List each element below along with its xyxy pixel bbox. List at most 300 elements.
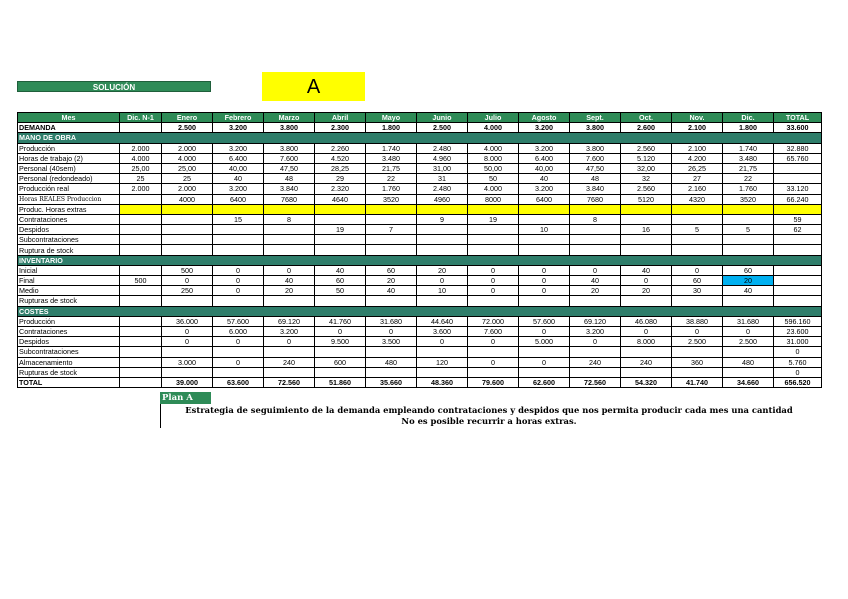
table-cell[interactable]: 50,00 [468,163,519,173]
table-cell[interactable] [621,245,672,255]
table-cell[interactable]: 20 [264,286,315,296]
table-cell[interactable]: 62 [774,225,822,235]
table-cell[interactable] [213,204,264,214]
table-cell[interactable] [621,235,672,245]
table-cell[interactable] [417,235,468,245]
table-cell[interactable]: 0 [468,357,519,367]
column-header[interactable]: Abril [315,113,366,123]
table-cell[interactable]: 120 [417,357,468,367]
table-cell[interactable] [264,347,315,357]
table-cell[interactable]: 25,00 [162,163,213,173]
table-cell[interactable]: 1.740 [723,143,774,153]
plan-letter-cell[interactable]: A [262,72,365,101]
table-cell[interactable] [315,245,366,255]
table-cell[interactable]: 32 [621,174,672,184]
table-cell[interactable] [672,204,723,214]
section-title[interactable]: MANO DE OBRA [18,133,120,143]
table-cell[interactable] [774,245,822,255]
row-label[interactable]: Rupturas de stock [18,367,120,377]
table-cell[interactable]: 4.000 [468,143,519,153]
table-cell[interactable]: 3.000 [162,357,213,367]
table-cell[interactable] [120,296,162,306]
section-cell[interactable] [162,306,213,316]
table-cell[interactable]: 1.800 [366,123,417,133]
table-cell[interactable] [264,225,315,235]
table-cell[interactable]: 38.880 [672,316,723,326]
table-cell[interactable]: 2.000 [120,184,162,194]
row-label[interactable]: Rupturas de stock [18,296,120,306]
section-cell[interactable] [570,133,621,143]
table-cell[interactable]: 6.400 [519,153,570,163]
table-cell[interactable] [672,296,723,306]
table-cell[interactable]: 54.320 [621,377,672,387]
row-label[interactable]: Producción [18,143,120,153]
table-cell[interactable]: 4.000 [120,153,162,163]
table-cell[interactable]: 3.480 [366,153,417,163]
table-cell[interactable] [672,347,723,357]
table-cell[interactable] [621,367,672,377]
table-cell[interactable] [570,245,621,255]
table-cell[interactable] [315,235,366,245]
table-cell[interactable]: 0 [162,276,213,286]
table-cell[interactable] [774,265,822,275]
table-cell[interactable]: 69.120 [570,316,621,326]
table-cell[interactable]: 31,00 [417,163,468,173]
table-cell[interactable] [213,347,264,357]
table-cell[interactable]: 0 [672,326,723,336]
column-header[interactable]: Oct. [621,113,672,123]
table-cell[interactable]: 9.500 [315,337,366,347]
table-cell[interactable]: 3.840 [570,184,621,194]
table-cell[interactable]: 5 [723,225,774,235]
table-cell[interactable]: 0 [468,337,519,347]
column-header[interactable]: Febrero [213,113,264,123]
table-cell[interactable] [213,367,264,377]
table-cell[interactable]: 20 [366,276,417,286]
table-cell[interactable]: 6400 [213,194,264,204]
table-cell[interactable] [570,367,621,377]
table-cell[interactable]: 40 [264,276,315,286]
table-cell[interactable] [120,245,162,255]
section-cell[interactable] [672,306,723,316]
table-cell[interactable] [519,245,570,255]
table-cell[interactable]: 2.100 [672,143,723,153]
table-cell[interactable]: 1.740 [366,143,417,153]
table-cell[interactable] [570,225,621,235]
section-cell[interactable] [519,306,570,316]
table-cell[interactable] [162,235,213,245]
table-cell[interactable]: 5 [672,225,723,235]
section-cell[interactable] [519,133,570,143]
table-cell[interactable] [723,235,774,245]
section-cell[interactable] [264,255,315,265]
table-cell[interactable]: 3.840 [264,184,315,194]
table-cell[interactable] [120,326,162,336]
table-cell[interactable]: 4320 [672,194,723,204]
table-cell[interactable]: 19 [315,225,366,235]
table-cell[interactable]: 47,50 [570,163,621,173]
table-cell[interactable] [723,347,774,357]
table-cell[interactable] [213,245,264,255]
table-cell[interactable]: 480 [366,357,417,367]
column-header[interactable]: Enero [162,113,213,123]
table-cell[interactable]: 2.500 [672,337,723,347]
table-cell[interactable]: 7.600 [468,326,519,336]
table-cell[interactable]: 40,00 [213,163,264,173]
table-cell[interactable]: 0 [621,276,672,286]
row-label[interactable]: Horas REALES Produccion [18,194,120,204]
table-cell[interactable] [570,235,621,245]
table-cell[interactable]: 596.160 [774,316,822,326]
table-cell[interactable]: 30 [672,286,723,296]
table-cell[interactable] [120,367,162,377]
table-cell[interactable] [315,296,366,306]
table-cell[interactable]: 15 [213,214,264,224]
table-cell[interactable] [519,367,570,377]
table-cell[interactable]: 2.300 [315,123,366,133]
table-cell[interactable] [366,235,417,245]
section-cell[interactable] [213,133,264,143]
table-cell[interactable]: 25,00 [120,163,162,173]
table-cell[interactable] [570,347,621,357]
table-cell[interactable] [468,296,519,306]
table-cell[interactable] [120,235,162,245]
table-cell[interactable]: 3.200 [264,326,315,336]
table-cell[interactable]: 5.000 [519,337,570,347]
table-cell[interactable]: 4.960 [417,153,468,163]
table-cell[interactable]: 7.600 [570,153,621,163]
table-cell[interactable] [315,347,366,357]
table-cell[interactable]: 28,25 [315,163,366,173]
table-cell[interactable]: 72.000 [468,316,519,326]
table-cell[interactable]: 3.200 [213,184,264,194]
row-label[interactable]: DEMANDA [18,123,120,133]
table-cell[interactable]: 500 [162,265,213,275]
section-cell[interactable] [264,306,315,316]
table-cell[interactable]: 2.560 [621,184,672,194]
table-cell[interactable]: 480 [723,357,774,367]
table-cell[interactable]: 4.000 [162,153,213,163]
section-cell[interactable] [417,255,468,265]
table-cell[interactable]: 57.600 [519,316,570,326]
table-cell[interactable]: 656.520 [774,377,822,387]
row-label[interactable]: Personal (redondeado) [18,174,120,184]
table-cell[interactable]: 48 [570,174,621,184]
table-cell[interactable] [468,367,519,377]
table-cell[interactable]: 0 [519,286,570,296]
table-cell[interactable] [366,296,417,306]
table-cell[interactable]: 27 [672,174,723,184]
table-cell[interactable]: 21,75 [366,163,417,173]
table-cell[interactable] [120,194,162,204]
table-cell[interactable]: 9 [417,214,468,224]
table-cell[interactable] [120,337,162,347]
table-cell[interactable]: 3.800 [264,143,315,153]
table-cell[interactable]: 19 [468,214,519,224]
table-cell[interactable]: 5.120 [621,153,672,163]
table-cell[interactable] [120,357,162,367]
table-cell[interactable]: 500 [120,276,162,286]
section-cell[interactable] [366,255,417,265]
table-cell[interactable]: 2.100 [672,123,723,133]
table-cell[interactable]: 0 [213,276,264,286]
table-cell[interactable]: 40 [621,265,672,275]
table-cell[interactable]: 6400 [519,194,570,204]
table-cell[interactable]: 10 [519,225,570,235]
table-cell[interactable]: 2.320 [315,184,366,194]
table-cell[interactable] [162,367,213,377]
table-cell[interactable] [120,265,162,275]
row-label[interactable]: Produc. Horas extras [18,204,120,214]
table-cell[interactable] [621,214,672,224]
row-label[interactable]: TOTAL [18,377,120,387]
table-cell[interactable]: 3.600 [417,326,468,336]
section-cell[interactable] [468,306,519,316]
row-label[interactable]: Almacenamiento [18,357,120,367]
table-cell[interactable]: 36.000 [162,316,213,326]
table-cell[interactable]: 44.640 [417,316,468,326]
section-cell[interactable] [366,133,417,143]
table-cell[interactable]: 3.800 [570,123,621,133]
table-cell[interactable]: 250 [162,286,213,296]
table-cell[interactable]: 4.000 [468,123,519,133]
table-cell[interactable]: 2.480 [417,184,468,194]
table-cell[interactable]: 0 [570,337,621,347]
table-cell[interactable] [162,204,213,214]
table-cell[interactable] [621,204,672,214]
table-cell[interactable] [213,225,264,235]
table-cell[interactable] [162,347,213,357]
table-cell[interactable] [774,174,822,184]
table-cell[interactable] [120,225,162,235]
table-cell[interactable] [366,367,417,377]
table-cell[interactable] [519,347,570,357]
table-cell[interactable] [213,235,264,245]
table-cell[interactable]: 59 [774,214,822,224]
row-label[interactable]: Personal (40sem) [18,163,120,173]
table-cell[interactable] [417,367,468,377]
table-cell[interactable]: 22 [723,174,774,184]
table-cell[interactable] [162,245,213,255]
table-cell[interactable]: 2.560 [621,143,672,153]
table-cell[interactable] [672,245,723,255]
section-cell[interactable] [120,255,162,265]
table-cell[interactable]: 79.600 [468,377,519,387]
section-cell[interactable] [570,306,621,316]
table-cell[interactable] [417,225,468,235]
table-cell[interactable]: 60 [315,276,366,286]
table-cell[interactable]: 0 [366,326,417,336]
table-cell[interactable]: 3.500 [366,337,417,347]
table-cell[interactable]: 26,25 [672,163,723,173]
table-cell[interactable] [120,347,162,357]
table-cell[interactable]: 60 [366,265,417,275]
table-cell[interactable] [621,347,672,357]
section-cell[interactable] [315,133,366,143]
table-cell[interactable]: 2.500 [417,123,468,133]
table-cell[interactable]: 0 [213,357,264,367]
column-header[interactable]: TOTAL [774,113,822,123]
table-cell[interactable] [120,204,162,214]
column-header[interactable]: Julio [468,113,519,123]
table-cell[interactable]: 2.500 [723,337,774,347]
table-cell[interactable]: 3.480 [723,153,774,163]
table-cell[interactable]: 34.660 [723,377,774,387]
table-cell[interactable]: 0 [417,276,468,286]
column-header[interactable]: Dic. [723,113,774,123]
table-cell[interactable]: 40 [315,265,366,275]
table-cell[interactable]: 7.600 [264,153,315,163]
table-cell[interactable]: 40 [723,286,774,296]
table-cell[interactable]: 35.660 [366,377,417,387]
table-cell[interactable]: 0 [468,265,519,275]
table-cell[interactable]: 0 [213,265,264,275]
table-cell[interactable]: 8.000 [468,153,519,163]
table-cell[interactable]: 5.760 [774,357,822,367]
section-cell[interactable] [120,133,162,143]
table-cell[interactable]: 72.560 [570,377,621,387]
table-cell[interactable]: 1.760 [723,184,774,194]
table-cell[interactable]: 72.560 [264,377,315,387]
table-cell[interactable]: 48.360 [417,377,468,387]
table-cell[interactable] [774,163,822,173]
table-cell[interactable]: 0 [468,276,519,286]
section-title[interactable]: COSTES [18,306,120,316]
table-cell[interactable]: 0 [162,326,213,336]
table-cell[interactable]: 6.000 [213,326,264,336]
table-cell[interactable]: 2.480 [417,143,468,153]
row-label[interactable]: Contrataciones [18,326,120,336]
table-cell[interactable] [162,296,213,306]
table-cell[interactable]: 240 [621,357,672,367]
table-cell[interactable]: 240 [570,357,621,367]
table-cell[interactable]: 4640 [315,194,366,204]
row-label[interactable]: Final [18,276,120,286]
table-cell[interactable] [315,204,366,214]
table-cell[interactable]: 20 [723,276,774,286]
table-cell[interactable]: 0 [621,326,672,336]
table-cell[interactable]: 29 [315,174,366,184]
table-cell[interactable]: 40,00 [519,163,570,173]
table-cell[interactable]: 4000 [162,194,213,204]
section-cell[interactable] [621,255,672,265]
table-cell[interactable] [315,214,366,224]
section-cell[interactable] [774,133,822,143]
column-header[interactable]: Junio [417,113,468,123]
table-cell[interactable] [120,123,162,133]
section-cell[interactable] [264,133,315,143]
section-cell[interactable] [774,255,822,265]
table-cell[interactable]: 40 [366,286,417,296]
table-cell[interactable]: 2.260 [315,143,366,153]
section-cell[interactable] [417,306,468,316]
table-cell[interactable]: 20 [621,286,672,296]
table-cell[interactable]: 21,75 [723,163,774,173]
row-label[interactable]: Medio [18,286,120,296]
row-label[interactable]: Subcontrataciones [18,235,120,245]
table-cell[interactable] [417,296,468,306]
table-cell[interactable]: 8 [570,214,621,224]
table-cell[interactable] [366,214,417,224]
table-cell[interactable]: 16 [621,225,672,235]
table-cell[interactable]: 0 [264,265,315,275]
section-cell[interactable] [162,133,213,143]
section-cell[interactable] [723,306,774,316]
table-cell[interactable] [417,347,468,357]
row-label[interactable]: Contrataciones [18,214,120,224]
table-cell[interactable] [774,296,822,306]
table-cell[interactable]: 20 [570,286,621,296]
section-cell[interactable] [672,255,723,265]
table-cell[interactable]: 41.740 [672,377,723,387]
section-cell[interactable] [570,255,621,265]
column-header[interactable]: Marzo [264,113,315,123]
row-label[interactable]: Despidos [18,225,120,235]
table-cell[interactable]: 5120 [621,194,672,204]
table-cell[interactable] [366,204,417,214]
table-cell[interactable] [120,316,162,326]
table-cell[interactable] [723,367,774,377]
table-cell[interactable]: 0 [672,265,723,275]
table-cell[interactable] [672,235,723,245]
table-cell[interactable]: 3.800 [570,143,621,153]
table-cell[interactable]: 0 [723,326,774,336]
table-cell[interactable] [264,204,315,214]
table-cell[interactable] [519,214,570,224]
table-cell[interactable]: 600 [315,357,366,367]
table-cell[interactable]: 46.080 [621,316,672,326]
section-cell[interactable] [213,306,264,316]
table-cell[interactable]: 3.200 [213,123,264,133]
table-cell[interactable] [366,245,417,255]
table-cell[interactable]: 4.000 [468,184,519,194]
table-cell[interactable] [468,347,519,357]
row-label[interactable]: Horas de trabajo (2) [18,153,120,163]
table-cell[interactable]: 20 [417,265,468,275]
table-cell[interactable] [774,235,822,245]
table-cell[interactable]: 50 [315,286,366,296]
section-cell[interactable] [120,306,162,316]
section-cell[interactable] [774,306,822,316]
table-cell[interactable] [672,214,723,224]
table-cell[interactable]: 3.800 [264,123,315,133]
table-cell[interactable]: 3.200 [519,184,570,194]
table-cell[interactable] [468,204,519,214]
section-cell[interactable] [213,255,264,265]
table-cell[interactable]: 4.200 [672,153,723,163]
table-cell[interactable]: 69.120 [264,316,315,326]
column-header[interactable]: Sept. [570,113,621,123]
column-header[interactable]: Mes [18,113,120,123]
table-cell[interactable]: 2.000 [162,143,213,153]
table-cell[interactable]: 3.200 [570,326,621,336]
table-cell[interactable]: 1.760 [366,184,417,194]
table-cell[interactable] [519,204,570,214]
section-title[interactable]: INVENTARIO [18,255,120,265]
table-cell[interactable]: 50 [468,174,519,184]
table-cell[interactable] [264,367,315,377]
table-cell[interactable]: 10 [417,286,468,296]
table-cell[interactable] [723,214,774,224]
row-label[interactable]: Producción [18,316,120,326]
row-label[interactable]: Ruptura de stock [18,245,120,255]
section-cell[interactable] [519,255,570,265]
table-cell[interactable] [519,235,570,245]
section-cell[interactable] [672,133,723,143]
table-cell[interactable] [264,235,315,245]
table-cell[interactable]: 60 [672,276,723,286]
table-cell[interactable] [723,296,774,306]
